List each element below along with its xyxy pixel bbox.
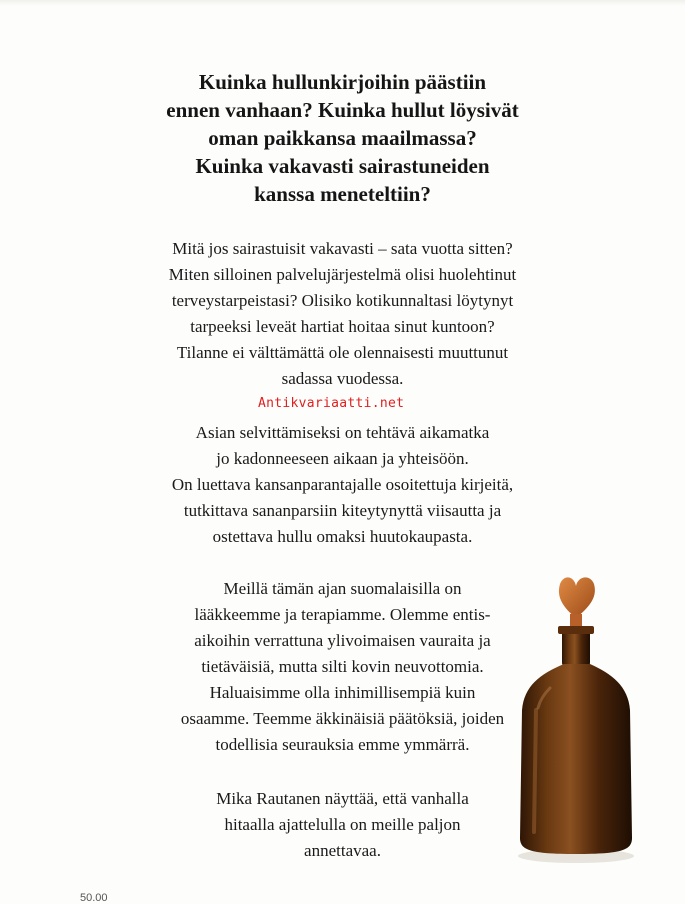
page-number: 50.00 [80, 892, 108, 904]
text-line: tietäväisiä, mutta silti kovin neuvottomia. [201, 657, 484, 676]
text-line: lääkkeemme ja terapiamme. Olemme entis- [194, 605, 491, 624]
text-line: Asian selvittämiseksi on tehtävä aikamatka [195, 423, 490, 442]
bottle-illustration [510, 570, 640, 865]
text-line: tutkittava sananparsiin kiteytynyttä viisautta ja [183, 501, 502, 520]
text-line: ostettava hullu omaksi huutokaupasta. [212, 527, 473, 546]
headline-line: Kuinka hullunkirjoihin päästiin [198, 70, 487, 94]
paragraph-2 [50, 420, 635, 550]
text-line: sadassa vuodessa. [281, 369, 404, 388]
text-line: jo kadonneeseen aikaan ja yhteisöön. [216, 449, 469, 468]
text-line: Miten silloinen palvelujärjestelmä olisi huolehtinut [168, 265, 517, 284]
headline-line: Kuinka vakavasti sairastuneiden [195, 154, 490, 178]
paragraph-1 [50, 236, 635, 392]
text-line: Mitä jos sairastuisit vakavasti – sata vuotta sitten? [172, 239, 513, 258]
text-line: Meillä tämän ajan suomalaisilla on [223, 579, 462, 598]
text-line: On luettava kansanparantajalle osoitettuja kirjeitä, [171, 475, 514, 494]
headline-line: kanssa meneteltiin? [254, 182, 431, 206]
headline [60, 68, 625, 208]
page-top-edge [0, 0, 685, 6]
text-line: annettavaa. [304, 841, 381, 860]
text-line: Tilanne ei välttämättä ole olennaisesti muuttunut [176, 343, 509, 362]
text-line: todellisia seurauksia emme ymmärrä. [215, 735, 470, 754]
text-line: aikoihin verrattuna ylivoimaisen vauraita ja [194, 631, 491, 650]
watermark-text: Antikvariaatti.net [258, 396, 405, 411]
text-line: hitaalla ajattelulla on meille paljon [224, 815, 461, 834]
headline-line: oman paikkansa maailmassa? [208, 126, 477, 150]
headline-line: ennen vanhaan? Kuinka hullut löysivät [166, 98, 519, 122]
text-line: osaamme. Teemme äkkinäisiä päätöksiä, joiden [180, 709, 505, 728]
text-line: Mika Rautanen näyttää, että vanhalla [216, 789, 469, 808]
text-line: terveystarpeistasi? Olisiko kotikunnaltasi löytynyt [171, 291, 514, 310]
text-line: Haluaisimme olla inhimillisempiä kuin [209, 683, 476, 702]
text-line: tarpeeksi leveät hartiat hoitaa sinut kuntoon? [190, 317, 495, 336]
